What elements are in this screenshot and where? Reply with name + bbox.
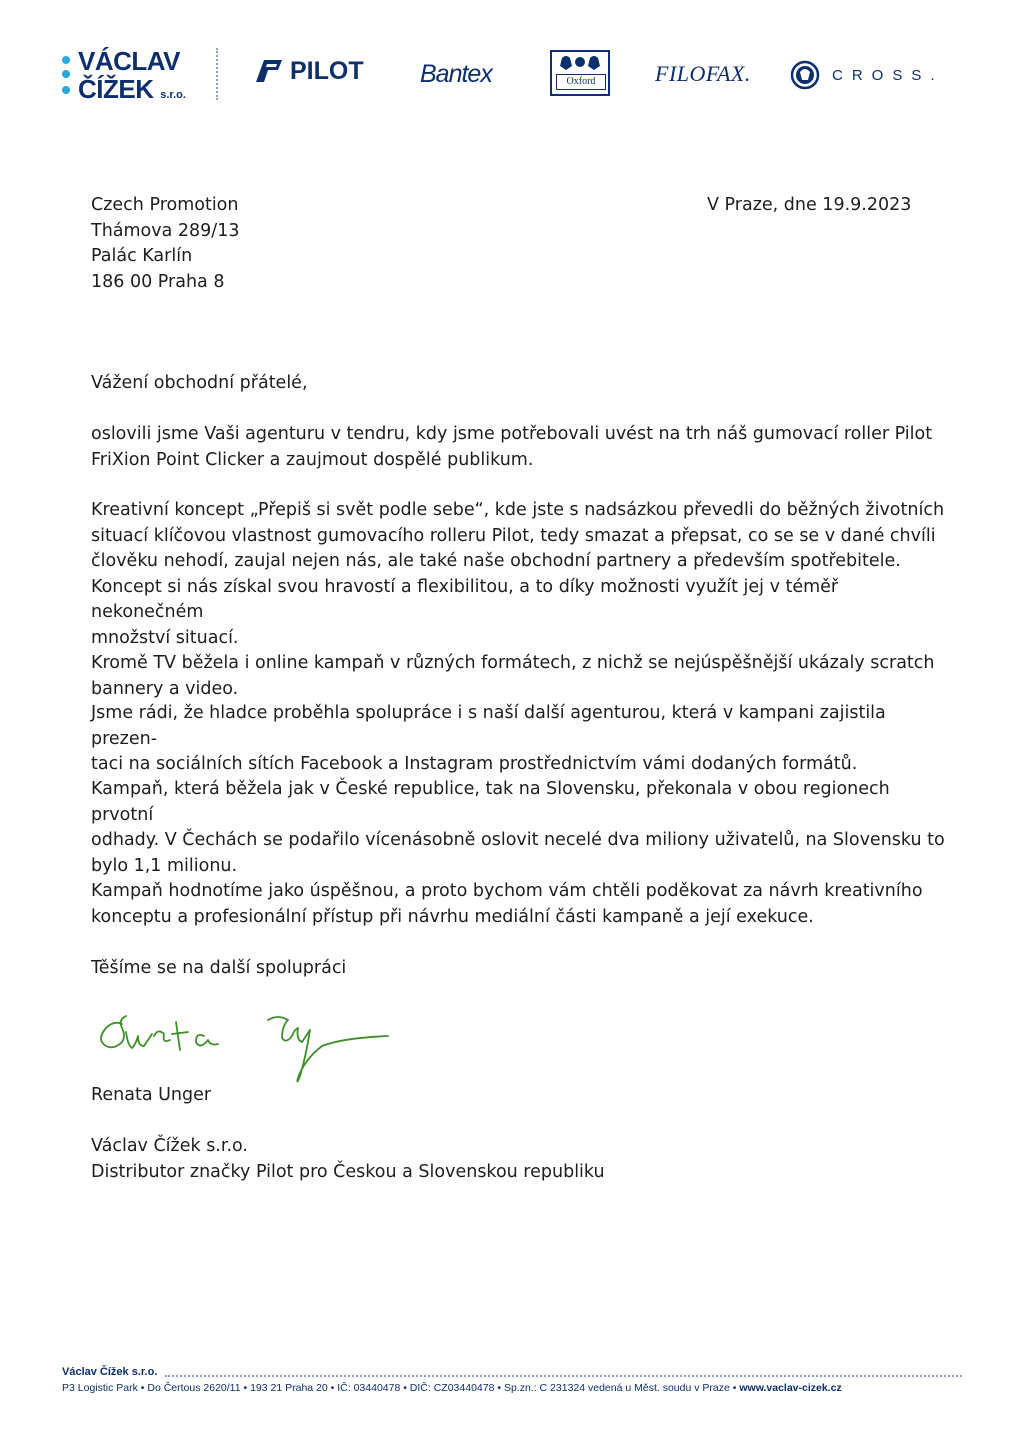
logo-separator bbox=[216, 48, 218, 100]
letter-paragraph: Kampaň hodnotíme jako úspěšnou, a proto bychom vám chtěli poděkovat za návrh kreativního konceptu a profesionální přístup při návrhu mediální části kampaně a její exekuce. bbox=[91, 881, 923, 927]
footer-company: Václav Čížek s.r.o. bbox=[62, 1366, 158, 1378]
footer-name-row bbox=[62, 1364, 962, 1380]
signer-title: Distributor značky Pilot pro Českou a Slovenskou republiku bbox=[91, 1161, 605, 1182]
logo-suffix: s.r.o. bbox=[160, 89, 186, 101]
bantex-logo: Bantex bbox=[420, 60, 492, 88]
cross-logo bbox=[790, 60, 944, 90]
recipient-building: Palác Karlín bbox=[91, 246, 193, 266]
letter-paragraph: Jsme rádi, že hladce proběhla spolupráce i s naší další agenturou, která v kampani zajistila prezen- taci na sociálních sítích Facebook a Instagram prostřednictvím vámi dodaných formátů. bbox=[91, 703, 886, 774]
oxford-logo bbox=[550, 50, 610, 96]
logo-dot-icon bbox=[62, 86, 70, 94]
footer-divider bbox=[165, 1368, 962, 1377]
recipient-address bbox=[91, 193, 239, 295]
filofax-logo: FILOFAX. bbox=[655, 61, 751, 86]
letter-date: V Praze, dne 19.9.2023 bbox=[707, 195, 912, 215]
footer-details: P3 Logistic Park • Do Čertous 2620/11 • 193 21 Praha 20 • IČ: 03440478 • DIČ: CZ03440478 • Sp.zn.: C 231324 vedená u Měst. soudu v Praze • bbox=[62, 1382, 740, 1394]
letter-closing: Těšíme se na další spolupráci bbox=[91, 958, 347, 978]
pilot-logo bbox=[250, 56, 364, 86]
letter-paragraph: Kampaň, která běžela jak v České republice, tak na Slovensku, překonala v obou regionech prvotní odhady. V Čechách se podařilo vícenásobně oslovit necelé dva miliony uživatelů, na Slovensku to bylo 1,1 milionu. bbox=[91, 779, 945, 876]
page-footer bbox=[62, 1364, 962, 1394]
cross-emblem-icon bbox=[790, 60, 820, 90]
recipient-name: Czech Promotion bbox=[91, 195, 239, 215]
letter-paragraph: Kreativní koncept „Přepiš si svět podle sebe“, kde jste s nadsázkou převedli do běžných životních situací klíčovou vlastnost gumovacího rolleru Pilot, tedy smazat a přepsat, co se se v dané chvíli člověku nehodí, zaujal nejen nás, ale také naše obchodní partnery a především spotřebitele. Koncept si nás získal svou hravostí a flexibilitou, a to díky možnosti využít jej v téměř nekonečném množství situací. Kromě TV běžela i online kampaň v různých formátech, z nichž se nejúspěšnější ukázaly scratch bannery a video. bbox=[91, 500, 945, 699]
logo-dot-icon bbox=[62, 56, 70, 64]
logo-dot-icon bbox=[62, 70, 70, 78]
letter-greeting: Vážení obchodní přátelé, bbox=[91, 373, 308, 393]
footer-website-link[interactable]: www.vaclav-cizek.cz bbox=[739, 1382, 842, 1394]
pilot-emblem-icon bbox=[250, 56, 286, 86]
logo-surname: ČÍŽEK bbox=[78, 74, 154, 104]
pilot-wordmark: PILOT bbox=[290, 56, 364, 85]
signer-company: Václav Čížek s.r.o. bbox=[91, 1136, 248, 1156]
oxford-wordmark: Oxford bbox=[556, 74, 606, 90]
logo-name-line2 bbox=[78, 74, 186, 105]
recipient-city: 186 00 Praha 8 bbox=[91, 271, 225, 292]
logo-name-line1: VÁCLAV bbox=[78, 46, 180, 76]
signer-company-block bbox=[91, 1134, 605, 1185]
cross-wordmark: CROSS. bbox=[832, 66, 944, 84]
letter-paragraph: oslovili jsme Vaši agenturu v tendru, kdy jsme potřebovali uvést na trh náš gumovací roller Pilot FriXion Point Clicker a zaujmout dospělé publikum. bbox=[91, 424, 933, 470]
footer-info-line bbox=[62, 1382, 962, 1394]
logo-bar bbox=[0, 0, 1024, 130]
recipient-street: Thámova 289/13 bbox=[91, 220, 240, 241]
signer-name: Renata Unger bbox=[91, 1085, 212, 1105]
